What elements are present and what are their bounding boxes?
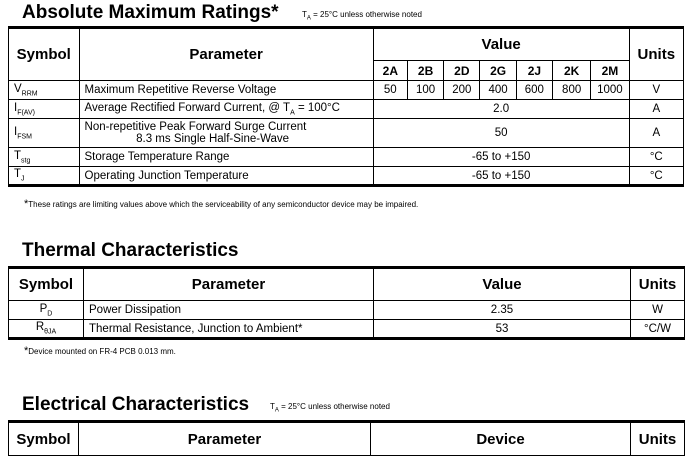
value-cell: 100 bbox=[407, 81, 443, 100]
elec-header-units: Units bbox=[631, 422, 685, 456]
value-cell: 2.35 bbox=[374, 301, 631, 320]
parameter-cell: Storage Temperature Range bbox=[79, 148, 373, 167]
abs-ta-note: $T_A = 25^\circ C$ unless otherwise noted bbox=[302, 10, 422, 22]
value-cell: 600 bbox=[516, 81, 552, 100]
elec-header-parameter: Parameter bbox=[79, 422, 371, 456]
device-header: 2D bbox=[444, 61, 480, 81]
value-cell: 400 bbox=[480, 81, 516, 100]
device-header: 2J bbox=[516, 61, 552, 81]
abs-header-parameter: Parameter bbox=[79, 28, 373, 81]
value-cell: 1000 bbox=[591, 81, 629, 100]
value-cell: 2.0 bbox=[373, 100, 629, 119]
parameter-cell: Non-repetitive Peak Forward Surge Current 8.3 ms Single Half-Sine-Wave bbox=[79, 119, 373, 148]
device-header: 2G bbox=[480, 61, 516, 81]
device-header: 2B bbox=[407, 61, 443, 81]
device-header: 2A bbox=[373, 61, 407, 81]
parameter-cell: Power Dissipation bbox=[84, 301, 374, 320]
value-cell: 800 bbox=[553, 81, 591, 100]
device-header: 2K bbox=[553, 61, 591, 81]
table-row bbox=[9, 167, 684, 186]
thermal-header-value: Value bbox=[374, 268, 631, 301]
symbol-cell: $I_{F(AV)}$ bbox=[9, 100, 80, 119]
parameter-cell: Operating Junction Temperature bbox=[79, 167, 373, 186]
elec-ta-note: $T_A = 25^\circ C$ unless otherwise noted bbox=[270, 402, 390, 414]
table-row bbox=[9, 301, 685, 320]
symbol-cell: $I_{FSM}$ bbox=[9, 119, 80, 148]
table-row bbox=[9, 81, 684, 100]
abs-header-value: Value bbox=[373, 28, 629, 61]
table-row bbox=[9, 119, 684, 148]
value-cell: 200 bbox=[444, 81, 480, 100]
value-cell: 50 bbox=[373, 119, 629, 148]
unit-cell: °C/W bbox=[631, 320, 685, 339]
thermal-header-symbol: Symbol bbox=[9, 268, 84, 301]
value-cell: -65 to +150 bbox=[373, 167, 629, 186]
thermal-header-parameter: Parameter bbox=[84, 268, 374, 301]
unit-cell: V bbox=[629, 81, 683, 100]
parameter-cell: Average Rectified Forward Current, @ $T_A = 100^\circ C$ bbox=[79, 100, 373, 119]
table-row bbox=[9, 320, 685, 339]
abs-header-symbol: Symbol bbox=[9, 28, 80, 81]
parameter-cell: Thermal Resistance, Junction to Ambient* bbox=[84, 320, 374, 339]
thermal-footnote: *Device mounted on FR-4 PCB 0.013 mm. bbox=[24, 345, 176, 357]
unit-cell: A bbox=[629, 119, 683, 148]
elec-header-device: Device bbox=[371, 422, 631, 456]
abs-max-title: Absolute Maximum Ratings* bbox=[22, 2, 279, 23]
thermal-title: Thermal Characteristics bbox=[22, 240, 239, 261]
unit-cell: A bbox=[629, 100, 683, 119]
thermal-table bbox=[8, 266, 685, 340]
symbol-cell: $T_J$ bbox=[9, 167, 80, 186]
abs-footnote: *These ratings are limiting values above which the serviceability of any semiconductor device may be impaired. bbox=[24, 198, 419, 210]
electrical-title: Electrical Characteristics bbox=[22, 394, 250, 415]
table-row bbox=[9, 148, 684, 167]
symbol-cell: $T_{stg}$ bbox=[9, 148, 80, 167]
unit-cell: W bbox=[631, 301, 685, 320]
value-cell: 50 bbox=[373, 81, 407, 100]
value-cell: 53 bbox=[374, 320, 631, 339]
parameter-cell: Maximum Repetitive Reverse Voltage bbox=[79, 81, 373, 100]
unit-cell: °C bbox=[629, 148, 683, 167]
thermal-header-units: Units bbox=[631, 268, 685, 301]
elec-header-symbol: Symbol bbox=[9, 422, 79, 456]
table-row bbox=[9, 100, 684, 119]
symbol-cell: $R_{\theta JA}$ bbox=[9, 320, 84, 339]
value-cell: -65 to +150 bbox=[373, 148, 629, 167]
abs-header-units: Units bbox=[629, 28, 683, 81]
device-header: 2M bbox=[591, 61, 629, 81]
unit-cell: °C bbox=[629, 167, 683, 186]
abs-max-table bbox=[8, 26, 684, 187]
electrical-table bbox=[8, 420, 685, 456]
symbol-cell: $P_D$ bbox=[9, 301, 84, 320]
symbol-cell: $V_{RRM}$ bbox=[9, 81, 80, 100]
